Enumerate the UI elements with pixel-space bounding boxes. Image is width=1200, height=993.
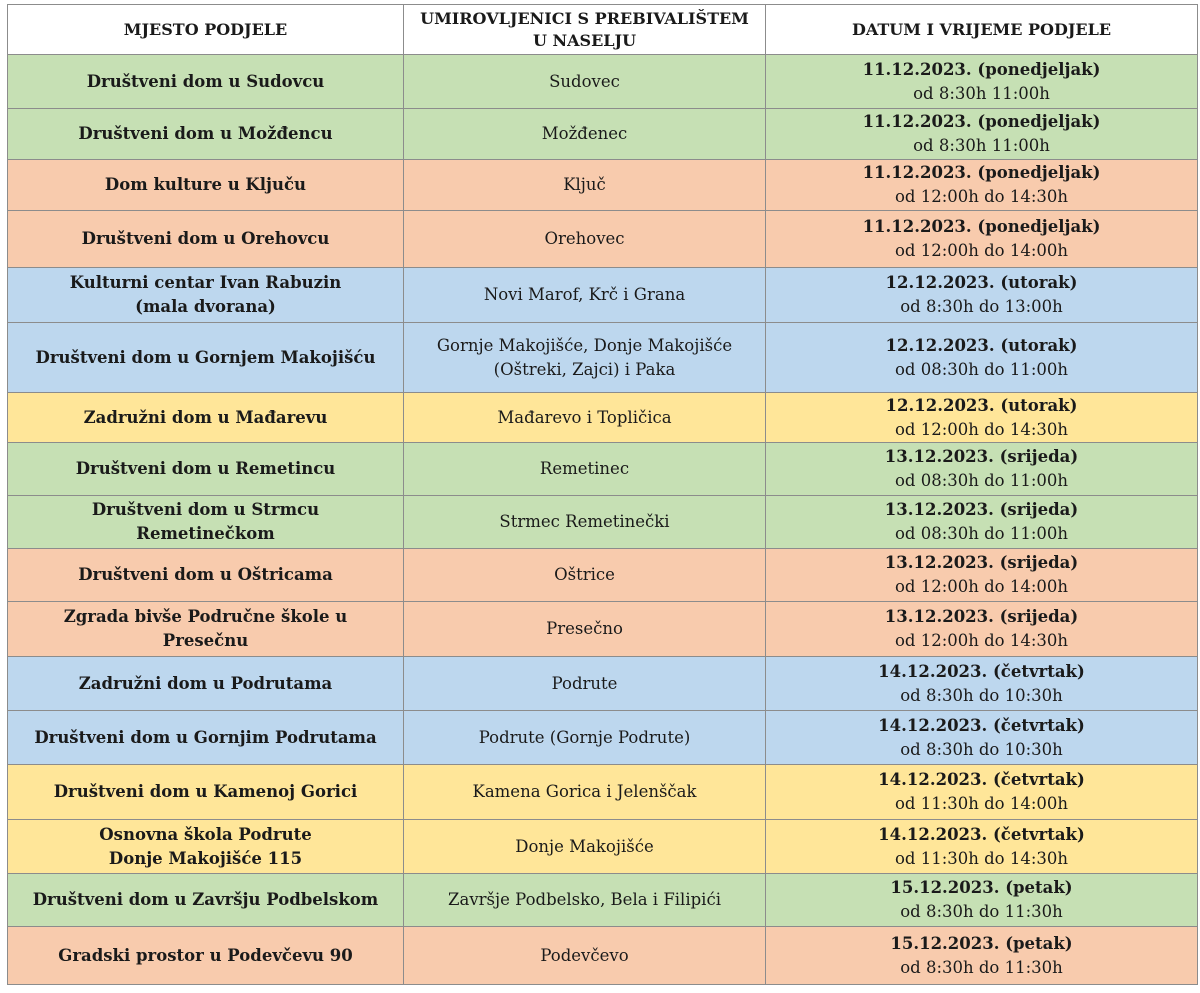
- place-text: Zgrada bivše Područne škole u: [63, 607, 348, 626]
- place-text: Društveni dom u Strmcu: [91, 500, 320, 519]
- place-cell: [8, 549, 404, 602]
- time-text: od 12:00h do 14:00h: [894, 577, 1069, 596]
- datetime-cell: [766, 927, 1198, 985]
- settlement-cell: [404, 927, 766, 985]
- settlement-cell: [404, 323, 766, 393]
- datetime-cell: [766, 211, 1198, 268]
- settlement-cell: [404, 820, 766, 874]
- time-text: od 12:00h do 14:30h: [894, 187, 1069, 206]
- place-text: Donje Makojišće 115: [108, 848, 303, 868]
- table-body: [8, 55, 1198, 985]
- table-row: [8, 549, 1198, 602]
- time-text: od 08:30h do 11:00h: [894, 471, 1069, 490]
- place-text: Kulturni centar Ivan Rabuzin: [69, 273, 342, 292]
- datetime-cell: [766, 109, 1198, 160]
- table-row: [8, 496, 1198, 549]
- settlement-cell: [404, 496, 766, 549]
- table-row: [8, 393, 1198, 443]
- place-text: Zadružni dom u Mađarevu: [83, 407, 328, 427]
- date-text: 12.12.2023. (utorak): [885, 395, 1078, 415]
- place-cell: [8, 268, 404, 323]
- place-cell: [8, 109, 404, 160]
- settlement-text: Remetinec: [539, 459, 630, 478]
- place-text: Društveni dom u Završju Podbelskom: [32, 890, 379, 909]
- place-cell: [8, 711, 404, 765]
- datetime-cell: [766, 602, 1198, 657]
- date-text: 14.12.2023. (četvrtak): [878, 824, 1085, 844]
- table-row: [8, 711, 1198, 765]
- table-row: [8, 323, 1198, 393]
- time-text: od 8:30h do 13:00h: [900, 297, 1063, 316]
- settlement-text: Podevčevo: [540, 945, 629, 965]
- time-text: od 08:30h do 11:00h: [894, 359, 1069, 379]
- table-row: [8, 268, 1198, 323]
- time-text: od 08:30h do 11:00h: [894, 524, 1069, 543]
- header-row: [8, 5, 1198, 55]
- place-text: Društveni dom u Gornjem Makojišću: [35, 347, 376, 367]
- table-row: [8, 55, 1198, 109]
- date-text: 13.12.2023. (srijeda): [884, 607, 1079, 626]
- settlement-cell: [404, 211, 766, 268]
- time-text: od 8:30h do 10:30h: [900, 685, 1063, 705]
- place-cell: [8, 323, 404, 393]
- place-text: Društveni dom u Kamenoj Gorici: [53, 782, 358, 801]
- place-text: Presečnu: [162, 631, 249, 650]
- place-text: Društveni dom u Remetincu: [75, 459, 336, 478]
- settlement-cell: [404, 393, 766, 443]
- place-text: Dom kulture u Ključu: [104, 175, 307, 194]
- table-row: [8, 874, 1198, 927]
- datetime-cell: [766, 323, 1198, 393]
- settlement-cell: [404, 602, 766, 657]
- place-cell: [8, 874, 404, 927]
- place-text: Društveni dom u Možđencu: [78, 124, 333, 143]
- date-text: 14.12.2023. (četvrtak): [878, 770, 1085, 789]
- distribution-schedule-table: [7, 4, 1198, 985]
- time-text: od 8:30h 11:00h: [913, 83, 1050, 103]
- date-text: 15.12.2023. (petak): [890, 933, 1073, 953]
- settlement-cell: [404, 657, 766, 711]
- table-row: [8, 602, 1198, 657]
- date-text: 12.12.2023. (utorak): [885, 335, 1078, 355]
- settlement-text: Donje Makojišće: [515, 836, 654, 856]
- settlement-cell: [404, 160, 766, 211]
- settlement-text: Ključ: [563, 175, 606, 194]
- time-text: od 12:00h do 14:00h: [894, 241, 1069, 260]
- place-text: (mala dvorana): [135, 297, 276, 316]
- table-row: [8, 820, 1198, 874]
- settlement-cell: [404, 268, 766, 323]
- settlement-text: Novi Marof, Krč i Grana: [483, 285, 686, 304]
- time-text: od 11:30h do 14:30h: [894, 848, 1069, 868]
- datetime-cell: [766, 765, 1198, 820]
- datetime-cell: [766, 711, 1198, 765]
- settlement-cell: [404, 109, 766, 160]
- date-text: 13.12.2023. (srijeda): [884, 553, 1079, 572]
- settlement-text: Završje Podbelsko, Bela i Filipići: [448, 890, 721, 909]
- place-cell: [8, 55, 404, 109]
- place-text: Osnovna škola Podrute: [99, 824, 312, 844]
- time-text: od 8:30h do 11:30h: [900, 957, 1063, 977]
- datetime-cell: [766, 820, 1198, 874]
- place-cell: [8, 657, 404, 711]
- settlement-text: Presečno: [546, 619, 623, 638]
- date-text: 14.12.2023. (četvrtak): [878, 661, 1085, 681]
- datetime-cell: [766, 874, 1198, 927]
- datetime-cell: [766, 160, 1198, 211]
- settlement-text: (Oštreki, Zajci) i Paka: [493, 359, 676, 379]
- time-text: od 8:30h do 11:30h: [900, 902, 1063, 921]
- datetime-cell: [766, 268, 1198, 323]
- settlement-cell: [404, 443, 766, 496]
- header-settlement-line2: U NASELJU: [532, 30, 637, 50]
- time-text: od 11:30h do 14:00h: [894, 794, 1069, 813]
- datetime-cell: [766, 657, 1198, 711]
- place-cell: [8, 211, 404, 268]
- settlement-cell: [404, 711, 766, 765]
- settlement-cell: [404, 549, 766, 602]
- settlement-text: Možđenec: [541, 124, 628, 143]
- settlement-text: Mađarevo i Topličica: [497, 407, 672, 427]
- settlement-text: Podrute (Gornje Podrute): [478, 727, 691, 747]
- time-text: od 8:30h do 10:30h: [900, 739, 1063, 759]
- date-text: 13.12.2023. (srijeda): [884, 500, 1079, 519]
- settlement-text: Sudovec: [549, 71, 620, 91]
- settlement-text: Kamena Gorica i Jelenščak: [472, 782, 697, 801]
- time-text: od 12:00h do 14:30h: [894, 631, 1069, 650]
- table-row: [8, 443, 1198, 496]
- settlement-cell: [404, 874, 766, 927]
- date-text: 14.12.2023. (četvrtak): [878, 715, 1085, 735]
- date-text: 15.12.2023. (petak): [890, 878, 1073, 897]
- place-cell: [8, 393, 404, 443]
- place-cell: [8, 927, 404, 985]
- header-settlement-line1: UMIROVLJENICI S PREBIVALIŠTEM: [420, 8, 749, 28]
- datetime-cell: [766, 549, 1198, 602]
- date-text: 11.12.2023. (ponedjeljak): [862, 217, 1101, 236]
- place-cell: [8, 820, 404, 874]
- settlement-text: Gornje Makojišće, Donje Makojišće: [436, 335, 733, 355]
- time-text: od 8:30h 11:00h: [913, 136, 1050, 155]
- datetime-cell: [766, 55, 1198, 109]
- place-text: Društveni dom u Orehovcu: [81, 229, 330, 248]
- table-row: [8, 657, 1198, 711]
- place-text: Društveni dom u Oštricama: [78, 565, 333, 584]
- place-text: Remetinečkom: [136, 524, 275, 543]
- place-cell: [8, 602, 404, 657]
- place-cell: [8, 496, 404, 549]
- settlement-text: Orehovec: [544, 229, 625, 248]
- place-text: Društveni dom u Gornjim Podrutama: [34, 727, 377, 747]
- table-row: [8, 160, 1198, 211]
- table-row: [8, 927, 1198, 985]
- datetime-cell: [766, 496, 1198, 549]
- table-row: [8, 765, 1198, 820]
- date-text: 11.12.2023. (ponedjeljak): [862, 163, 1101, 182]
- table-row: [8, 211, 1198, 268]
- datetime-cell: [766, 443, 1198, 496]
- place-text: Društveni dom u Sudovcu: [86, 71, 325, 91]
- header-place: MJESTO PODJELE: [8, 5, 404, 55]
- header-datetime: DATUM I VRIJEME PODJELE: [766, 5, 1198, 55]
- place-cell: [8, 160, 404, 211]
- settlement-cell: [404, 55, 766, 109]
- date-text: 11.12.2023. (ponedjeljak): [862, 112, 1101, 131]
- place-cell: [8, 443, 404, 496]
- date-text: 12.12.2023. (utorak): [885, 273, 1078, 292]
- settlement-text: Strmec Remetinečki: [499, 512, 670, 531]
- datetime-cell: [766, 393, 1198, 443]
- date-text: 11.12.2023. (ponedjeljak): [862, 59, 1101, 79]
- place-cell: [8, 765, 404, 820]
- settlement-text: Podrute: [551, 673, 618, 693]
- date-text: 13.12.2023. (srijeda): [884, 447, 1079, 466]
- table-row: [8, 109, 1198, 160]
- place-text: Zadružni dom u Podrutama: [78, 673, 333, 693]
- time-text: od 12:00h do 14:30h: [894, 419, 1069, 439]
- settlement-text: Oštrice: [554, 565, 615, 584]
- place-text: Gradski prostor u Podevčevu 90: [58, 945, 353, 965]
- header-settlement: [404, 5, 766, 55]
- settlement-cell: [404, 765, 766, 820]
